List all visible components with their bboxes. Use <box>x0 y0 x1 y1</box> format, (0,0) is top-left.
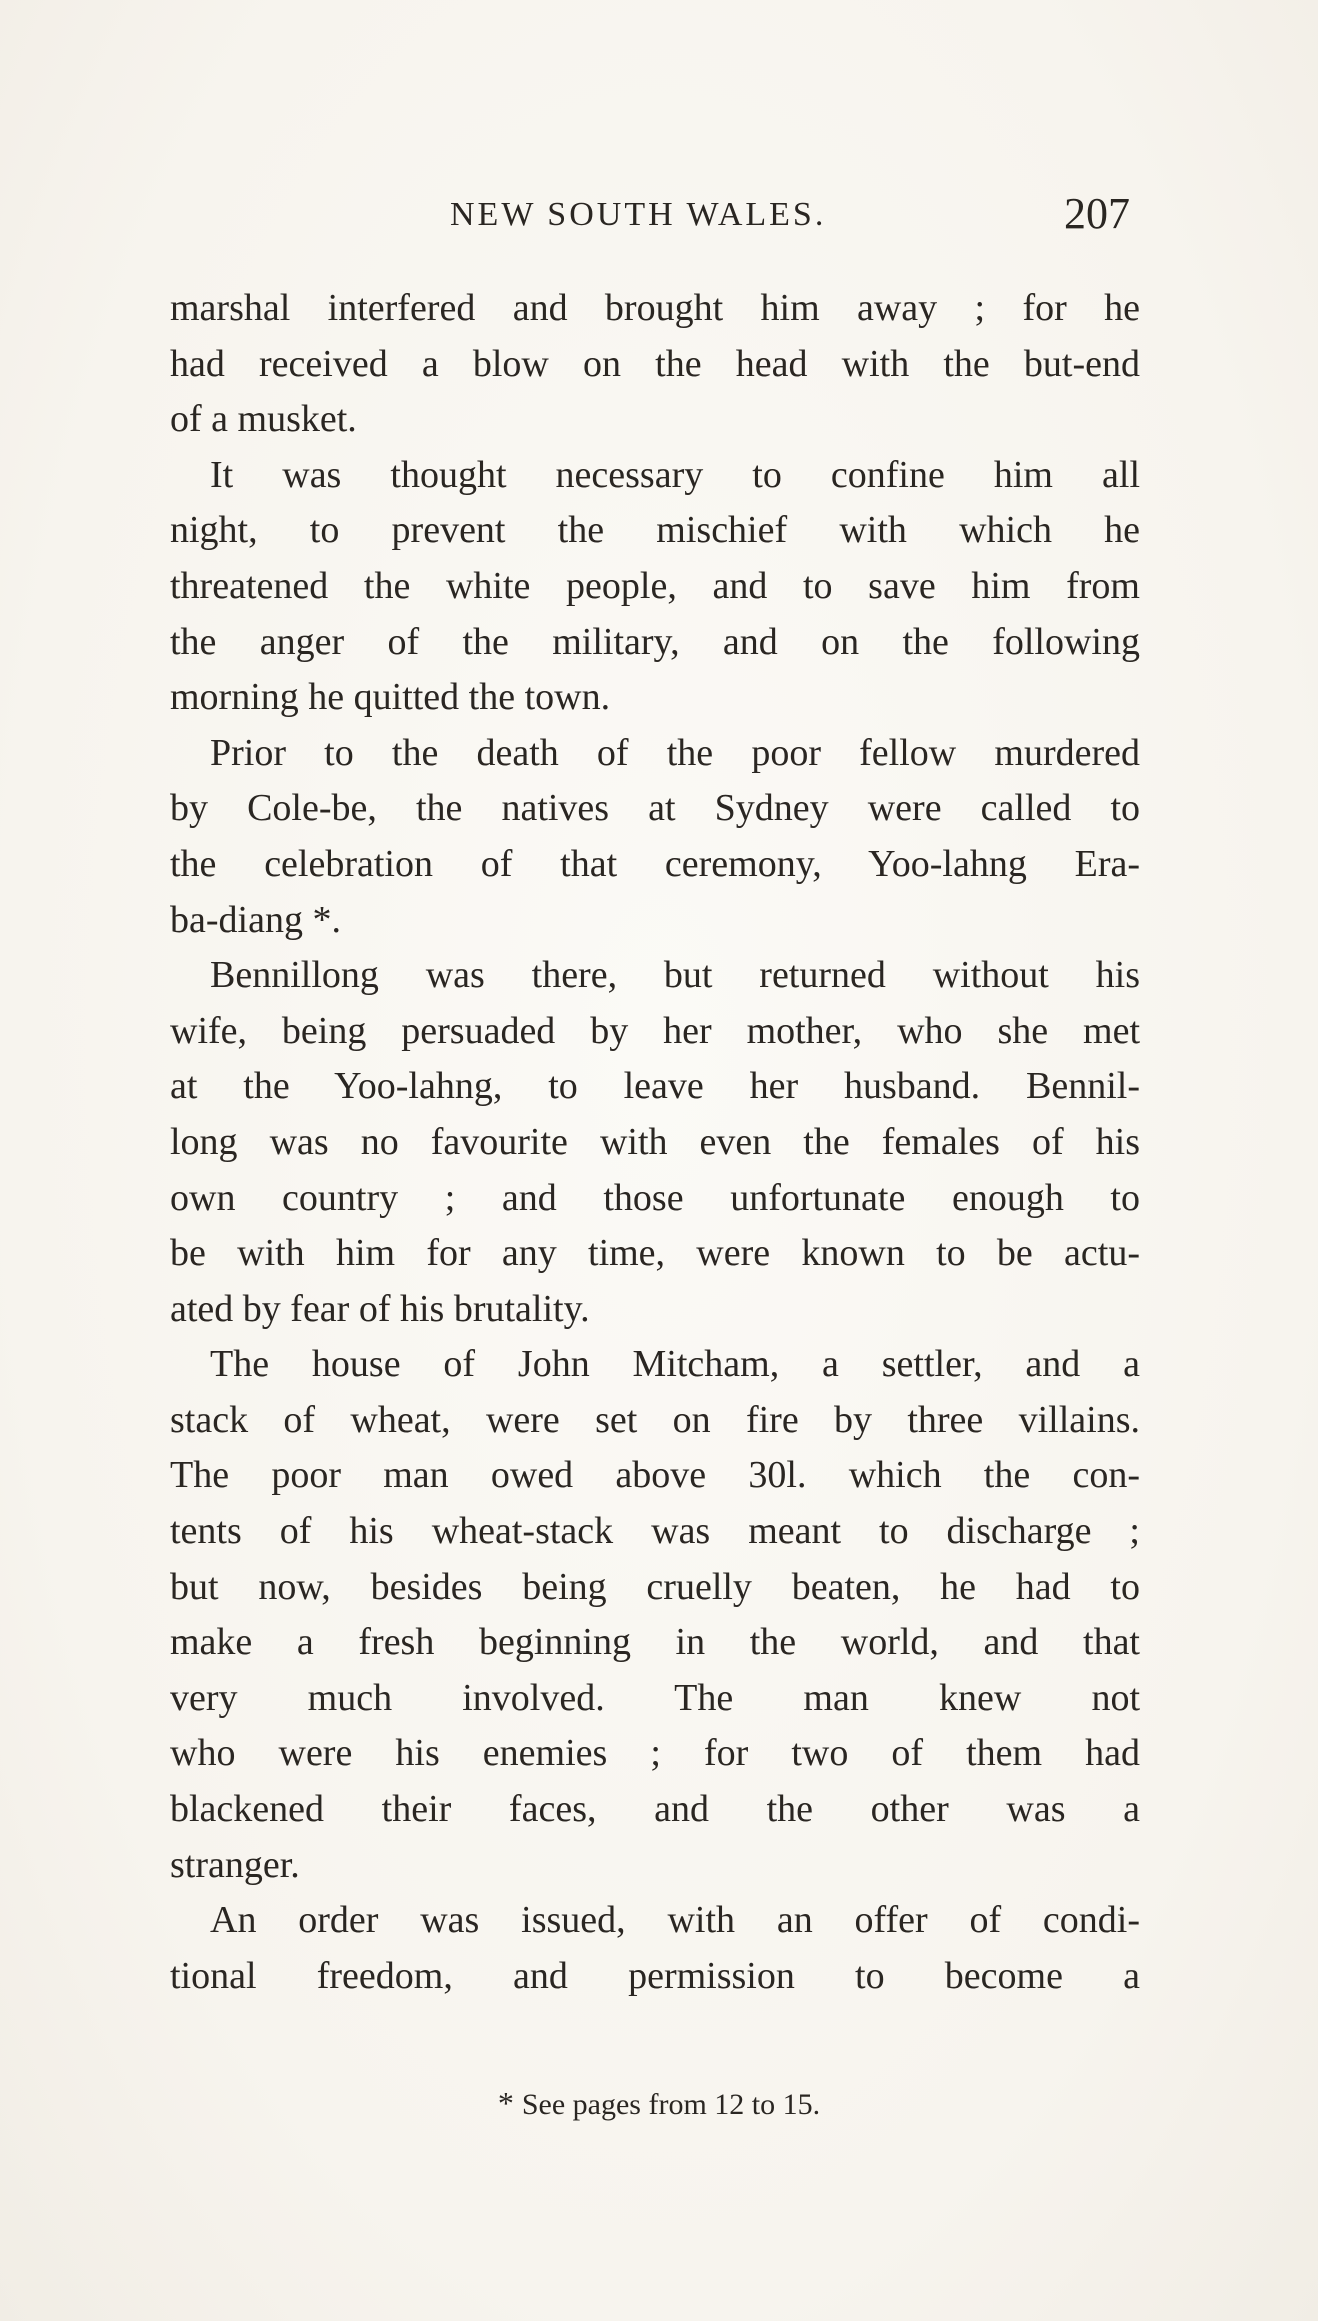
text-line: ba-diang *. <box>170 898 341 941</box>
footnote-marker: * <box>497 2085 514 2121</box>
text-line: wife, being persuaded by her mother, who she met <box>170 1009 1140 1052</box>
text-line: own country ; and those unfortunate enough to <box>170 1176 1140 1219</box>
text-line: The house of John Mitcham, a settler, and a <box>210 1343 1140 1386</box>
text-line: who were his enemies ; for two of them had <box>170 1732 1140 1775</box>
footnote-text: See pages from 12 to 15. <box>521 2088 821 2121</box>
text-line: stack of wheat, were set on fire by three villains. <box>170 1398 1140 1441</box>
text-line: morning he quitted the town. <box>170 676 611 719</box>
text-line: tents of his wheat-stack was meant to discharge ; <box>170 1510 1140 1553</box>
text-line: An order was issued, with an offer of condi- <box>210 1899 1140 1942</box>
text-line: at the Yoo-lahng, to leave her husband. Bennil- <box>170 1065 1140 1108</box>
text-line: be with him for any time, were known to be actu- <box>170 1232 1140 1275</box>
text-line: of a musket. <box>170 398 357 441</box>
running-head: NEW SOUTH WALES. <box>450 196 827 233</box>
footnote <box>0 2085 1318 2122</box>
text-line: very much involved. The man knew not <box>170 1676 1140 1719</box>
text-line: The poor man owed above 30l. which the con- <box>170 1454 1140 1497</box>
text-line: stranger. <box>170 1843 300 1886</box>
text-line: marshal interfered and brought him away ; for he <box>170 287 1140 329</box>
page-number: 207 <box>1064 189 1130 238</box>
text-line: but now, besides being cruelly beaten, he had to <box>170 1565 1140 1608</box>
text-line: tional freedom, and permission to become a <box>170 1954 1140 1997</box>
text-line: the celebration of that ceremony, Yoo-lahng Era- <box>170 842 1140 885</box>
text-line: make a fresh beginning in the world, and that <box>170 1621 1140 1664</box>
text-line: long was no favourite with even the females of his <box>170 1120 1140 1163</box>
text-line: Prior to the death of the poor fellow murdered <box>210 731 1140 774</box>
text-line: It was thought necessary to confine him all <box>210 453 1140 496</box>
text-line: blackened their faces, and the other was a <box>170 1788 1140 1831</box>
text-line: had received a blow on the head with the but-end <box>170 342 1140 385</box>
text-line: night, to prevent the mischief with which he <box>170 509 1140 552</box>
text-line: threatened the white people, and to save him from <box>170 564 1140 607</box>
text-line: Bennillong was there, but returned without his <box>210 954 1140 997</box>
text-line: ated by fear of his brutality. <box>170 1287 590 1330</box>
text-line: the anger of the military, and on the following <box>170 620 1140 663</box>
page-header <box>170 188 1130 248</box>
text-line: by Cole-be, the natives at Sydney were called to <box>170 787 1140 830</box>
body-text <box>170 281 1140 2004</box>
